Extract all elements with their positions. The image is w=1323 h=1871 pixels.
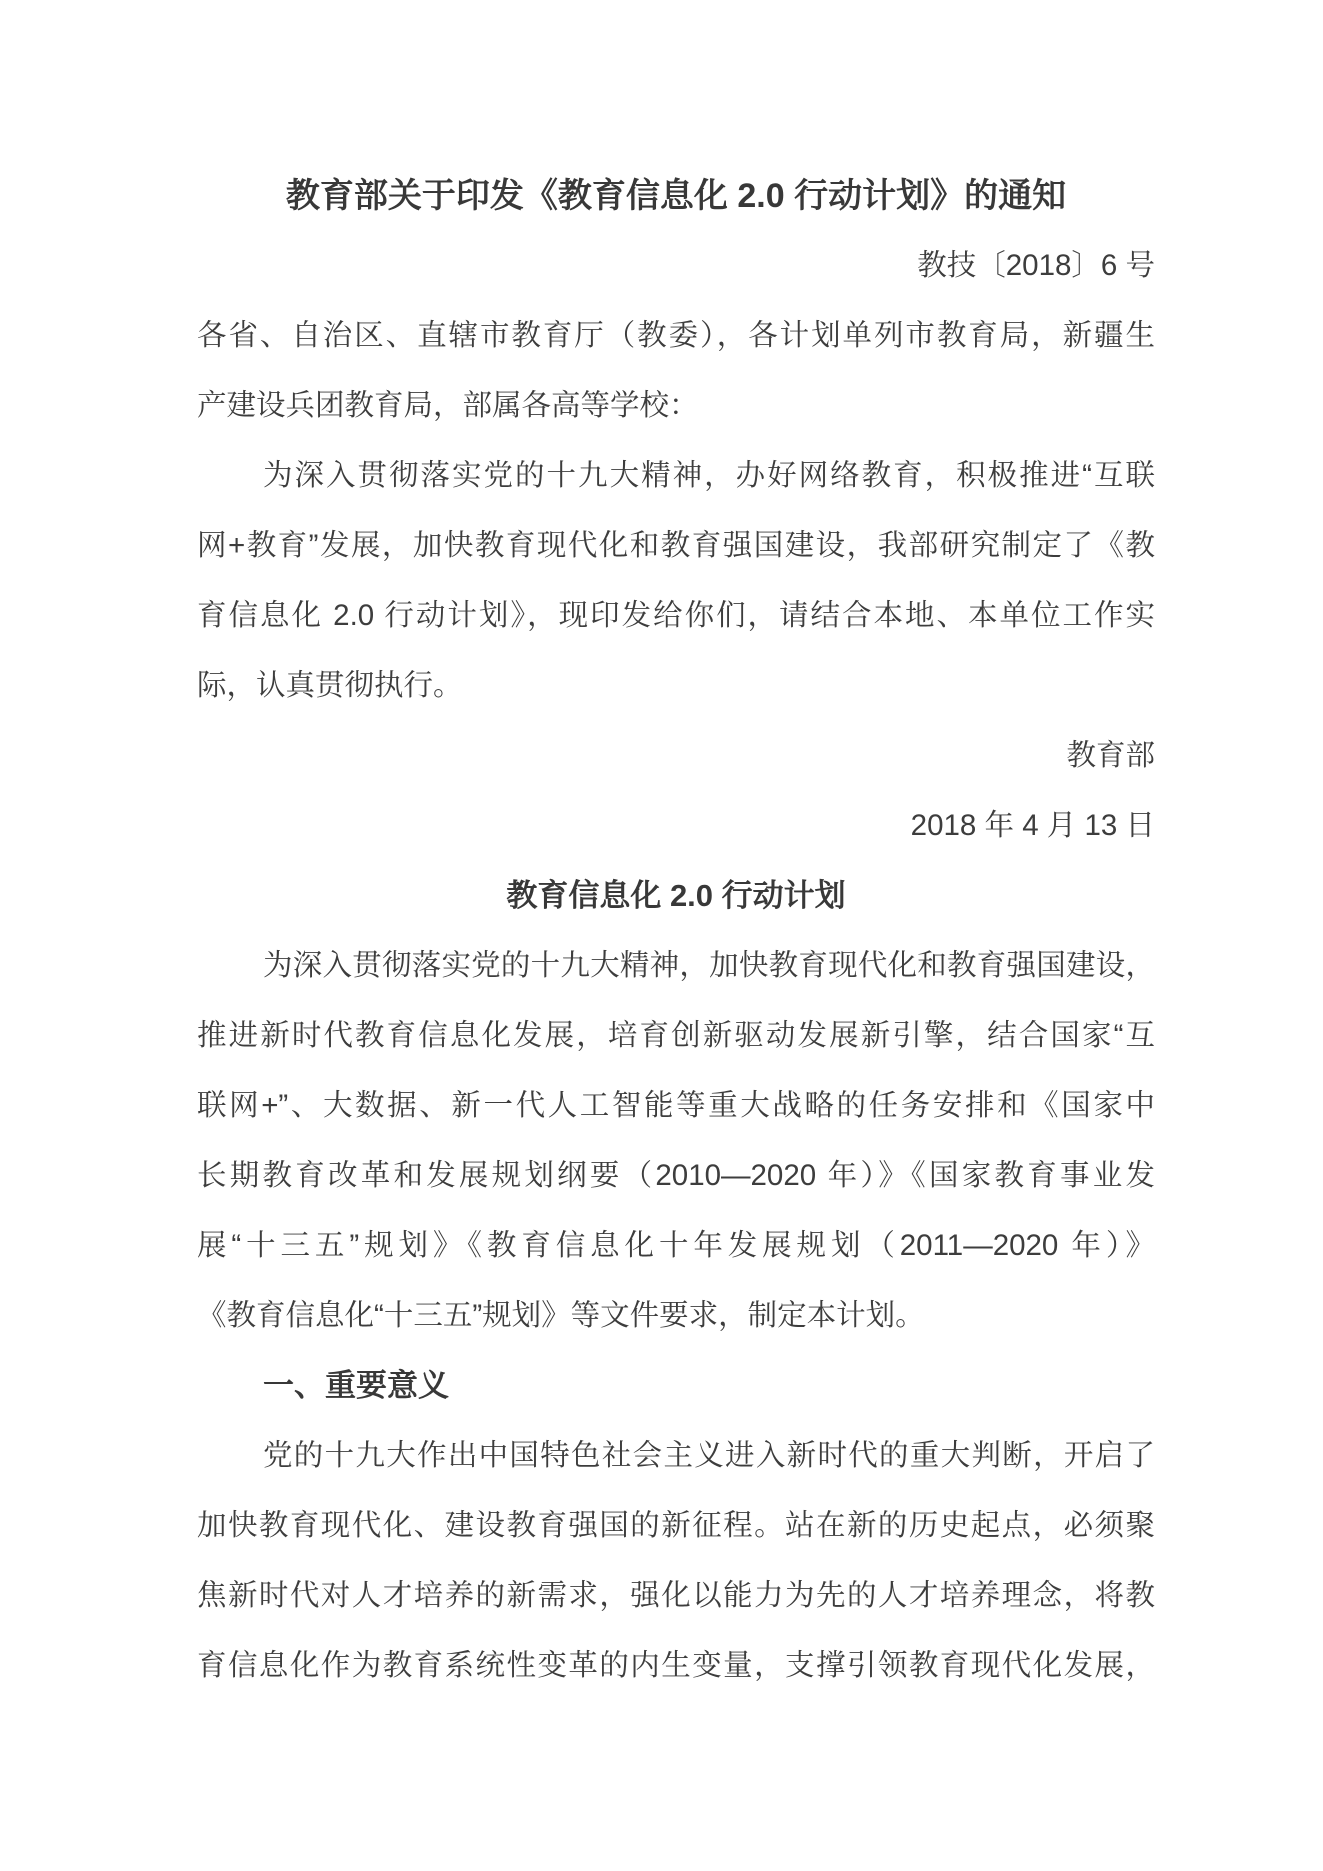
plan-intro-line: 《教育信息化“十三五”规划》等文件要求，制定本计划。 xyxy=(197,1299,925,1332)
plan-intro-line: 展“十三五”规划》《教育信息化十年发展规划（2011—2020 年）》 xyxy=(197,1229,1155,1262)
notice-recipients-line: 各省、自治区、直辖市教育厅（教委），各计划单列市教育局，新疆生 xyxy=(197,319,1155,352)
notice-body-line: 网+教育”发展，加快教育现代化和教育强国建设，我部研究制定了《教 xyxy=(197,529,1155,562)
section-body-line: 加快教育现代化、建设教育强国的新征程。站在新的历史起点，必须聚 xyxy=(197,1509,1155,1542)
notice-recipients-line: 产建设兵团教育局，部属各高等学校： xyxy=(197,389,699,422)
signature: 教育部 xyxy=(1066,739,1155,772)
plan-intro-line: 为深入贯彻落实党的十九大精神，加快教育现代化和教育强国建设， xyxy=(263,949,1155,982)
date-line: 2018 年 4 月 13 日 xyxy=(910,809,1155,842)
notice-body-line: 为深入贯彻落实党的十九大精神，办好网络教育，积极推进“互联 xyxy=(263,459,1155,492)
section-body-line: 焦新时代对人才培养的新需求，强化以能力为先的人才培养理念，将教 xyxy=(197,1579,1155,1612)
plan-intro-line: 推进新时代教育信息化发展，培育创新驱动发展新引擎，结合国家“互 xyxy=(197,1019,1155,1052)
plan-title: 教育信息化 2.0 行动计划 xyxy=(506,878,846,913)
notice-body-line: 育信息化 2.0 行动计划》，现印发给你们，请结合本地、本单位工作实 xyxy=(197,599,1155,632)
document-title: 教育部关于印发《教育信息化 2.0 行动计划》的通知 xyxy=(285,177,1067,215)
notice-body-line: 际，认真贯彻执行。 xyxy=(197,669,463,702)
plan-intro-line: 联网+”、大数据、新一代人工智能等重大战略的任务安排和《国家中 xyxy=(197,1089,1155,1122)
section-heading: 一、重要意义 xyxy=(263,1368,449,1403)
section-body-line: 党的十九大作出中国特色社会主义进入新时代的重大判断，开启了 xyxy=(263,1439,1155,1472)
section-body-line: 育信息化作为教育系统性变革的内生变量，支撑引领教育现代化发展， xyxy=(197,1649,1155,1682)
plan-intro-line: 长期教育改革和发展规划纲要（2010—2020 年）》《国家教育事业发 xyxy=(197,1159,1155,1192)
document-page xyxy=(197,161,1155,1701)
doc-number: 教技〔2018〕6 号 xyxy=(917,249,1155,282)
